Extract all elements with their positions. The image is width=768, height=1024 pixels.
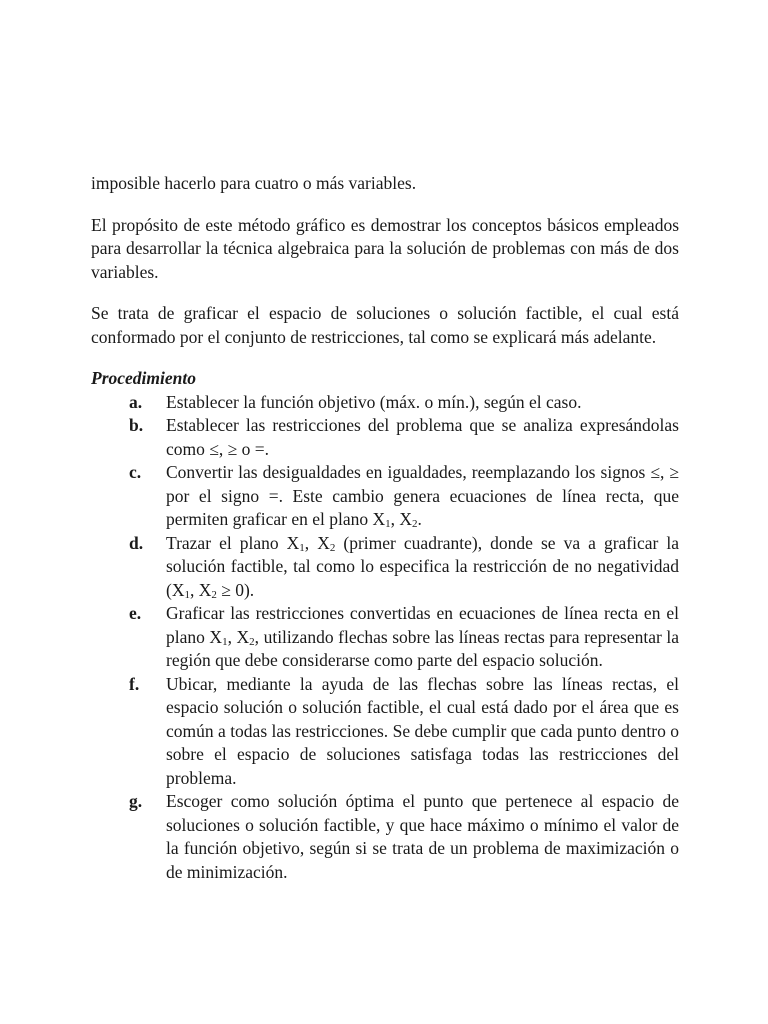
subscript: 2 — [249, 635, 255, 648]
paragraph-solution-space: Se trata de graficar el espacio de soluciones o solución factible, el cual está conformado por el conjunto de restricciones, tal como se explicará más adelante. — [91, 303, 679, 347]
step-text — [166, 532, 679, 603]
step-letter: b. — [129, 415, 144, 435]
paragraph-purpose: El propósito de este método gráfico es demostrar los conceptos básicos empleados para desarrollar la técnica algebraica para la solución de problemas con más de dos variables. — [91, 214, 679, 282]
step-text-part: , X — [390, 509, 413, 529]
step-text-part: , X — [189, 579, 212, 600]
step-letter: d. — [129, 532, 144, 553]
step-text-part: (primer cuadrante), donde se va a graficar la solución factible, tal como lo especifica la restricción de no negatividad (X — [166, 532, 680, 600]
step-text — [166, 461, 679, 532]
step-letter: a. — [129, 391, 143, 412]
subscript: 1 — [385, 518, 391, 530]
procedure-step-e — [91, 602, 679, 673]
step-letter: f. — [129, 673, 140, 694]
step-text: Escoger como solución óptima el punto que pertenece al espacio de soluciones o solución factible, y que hace máximo o mínimo el valor de la función objetivo, según si se trata de un problema de maximización o de minimización. — [166, 791, 679, 882]
step-letter: g. — [129, 791, 143, 811]
subscript: 1 — [222, 635, 228, 648]
subscript: 2 — [329, 541, 336, 554]
step-text-part: Convertir las desigualdades en igualdades, reemplazando los signos ≤, ≥ por el signo =. Este cambio genera ecuaciones de línea recta, que permiten graficar en el plano X — [166, 462, 679, 529]
step-text — [166, 602, 679, 673]
procedure-step-b — [91, 414, 679, 461]
procedure-step-c — [91, 461, 679, 532]
procedure-step-d — [91, 532, 679, 603]
paragraph-intro: imposible hacerlo para cuatro o más variables. — [91, 173, 417, 193]
step-text: Establecer la función objetivo (máx. o mín.), según el caso. — [166, 391, 582, 412]
step-text-part: Trazar el plano X — [166, 532, 300, 553]
step-text-part: , X — [227, 626, 250, 647]
step-text: Establecer las restricciones del problema que se analiza expresándolas como ≤, ≥ o =. — [166, 415, 679, 459]
procedure-heading: Procedimiento — [91, 368, 196, 388]
procedure-steps-list — [91, 391, 679, 885]
step-text: Ubicar, mediante la ayuda de las flechas sobre las líneas rectas, el espacio solución o solución factible, el cual está dado por el área que es común a todas las restricciones. Se debe cumplir que cada punto dentro o sobre el espacio de soluciones satisfaga todas las restricciones del problema. — [166, 673, 679, 788]
procedure-step-a — [91, 391, 679, 415]
step-text-part: , utilizando flechas sobre las líneas rectas para representar la región que debe considerarse como parte del espacio solución. — [166, 626, 679, 670]
subscript: 2 — [211, 588, 217, 601]
document-page — [91, 172, 679, 884]
step-letter: c. — [129, 462, 142, 482]
subscript: 1 — [184, 588, 190, 601]
procedure-step-f — [91, 673, 679, 791]
step-text-part: . — [417, 509, 422, 529]
procedure-step-g — [91, 790, 679, 884]
step-text-part: Graficar las restricciones convertidas en ecuaciones de línea recta en el plano X — [166, 603, 679, 647]
subscript: 1 — [299, 541, 305, 554]
step-letter: e. — [129, 603, 142, 623]
subscript: 2 — [412, 518, 418, 530]
step-text-part: ≥ 0). — [216, 579, 255, 600]
step-text-part: , X — [304, 532, 330, 553]
